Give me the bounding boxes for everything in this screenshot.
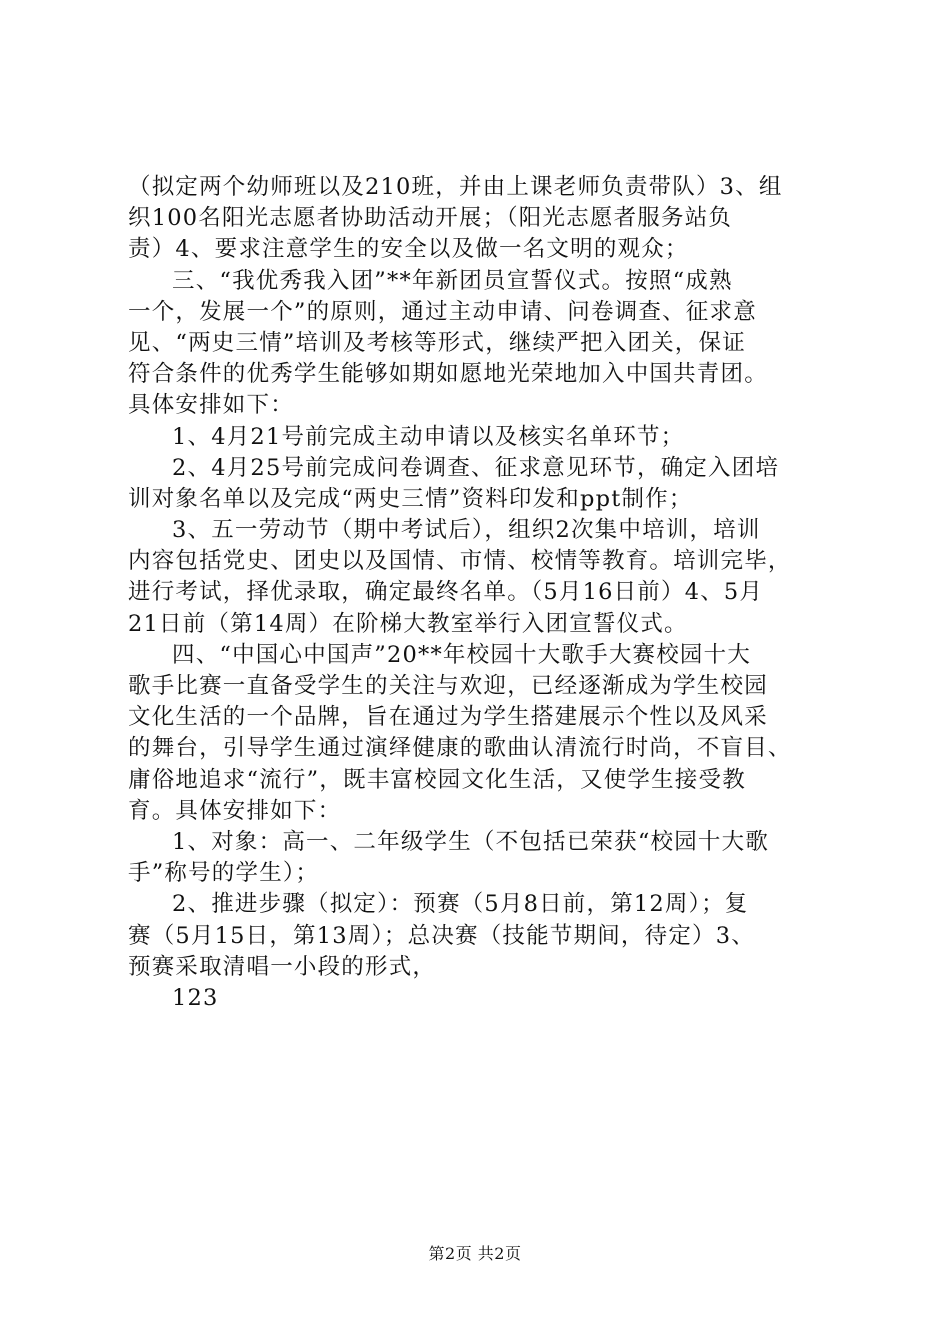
- text-line: 2、4月25号前完成问卷调查、征求意见环节，确定入团培: [172, 454, 780, 481]
- text-line: （拟定两个幼师班以及210班，并由上课老师负责带队）3、组: [128, 174, 783, 200]
- text-line: 四、“中国心中国声”20**年校园十大歌手大赛校园十大: [172, 641, 752, 668]
- text-line: 赛（5月15日，第13周）；总决赛（技能节期间，待定）3、: [128, 922, 755, 949]
- text-line: 庸俗地追求“流行”，既丰富校园文化生活，又使学生接受教: [128, 766, 746, 793]
- text-line: 符合条件的优秀学生能够如期如愿地光荣地加入中国共青团。: [128, 361, 768, 388]
- text-line: 三、“我优秀我入团”**年新团员宣誓仪式。按照“成熟: [172, 267, 733, 294]
- text-line: 一个，发展一个”的原则，通过主动申请、问卷调查、征求意: [128, 298, 757, 325]
- text-line: 具体安排如下：: [128, 392, 294, 419]
- text-line: 内容包括党史、团史以及国情、市情、校情等教育。培训完毕，: [128, 548, 792, 575]
- page-footer: 第2页 共2页: [428, 1244, 522, 1263]
- text-line: 训对象名单以及完成“两史三情”资料印发和ppt制作；: [128, 485, 693, 512]
- text-line: 育。具体安排如下：: [128, 797, 342, 824]
- text-line: 123: [172, 984, 219, 1011]
- text-line: 进行考试，择优录取，确定最终名单。（5月16日前）4、5月: [128, 579, 764, 606]
- text-line: 21日前（第14周）在阶梯大教室举行入团宣誓仪式。: [128, 610, 688, 637]
- text-line: 3、五一劳动节（期中考试后），组织2次集中培训，培训: [172, 517, 761, 544]
- text-line: 预赛采取清唱一小段的形式，: [128, 953, 437, 980]
- document-body: [128, 172, 828, 1014]
- text-line: 歌手比赛一直备受学生的关注与欢迎，已经逐渐成为学生校园: [128, 673, 768, 699]
- text-line: 织100名阳光志愿者协助活动开展；（阳光志愿者服务站负: [128, 205, 733, 232]
- text-line: 1、对象：高一、二年级学生（不包括已荣获“校园十大歌: [172, 828, 770, 855]
- text-line: 2、推进步骤（拟定）：预赛（5月8日前，第12周）；复: [172, 891, 749, 918]
- text-line: 的舞台，引导学生通过演绎健康的歌曲认清流行时尚，不盲目、: [128, 735, 792, 762]
- text-line: 文化生活的一个品牌，旨在通过为学生搭建展示个性以及风采: [128, 704, 768, 731]
- text-line: 见、“两史三情”培训及考核等形式，继续严把入团关，保证: [128, 329, 746, 356]
- text-line: 1、4月21号前完成主动申请以及核实名单环节；: [172, 423, 685, 450]
- text-line: 责）4、要求注意学生的安全以及做一名文明的观众；: [128, 236, 689, 263]
- text-line: 手”称号的学生）；: [128, 860, 320, 887]
